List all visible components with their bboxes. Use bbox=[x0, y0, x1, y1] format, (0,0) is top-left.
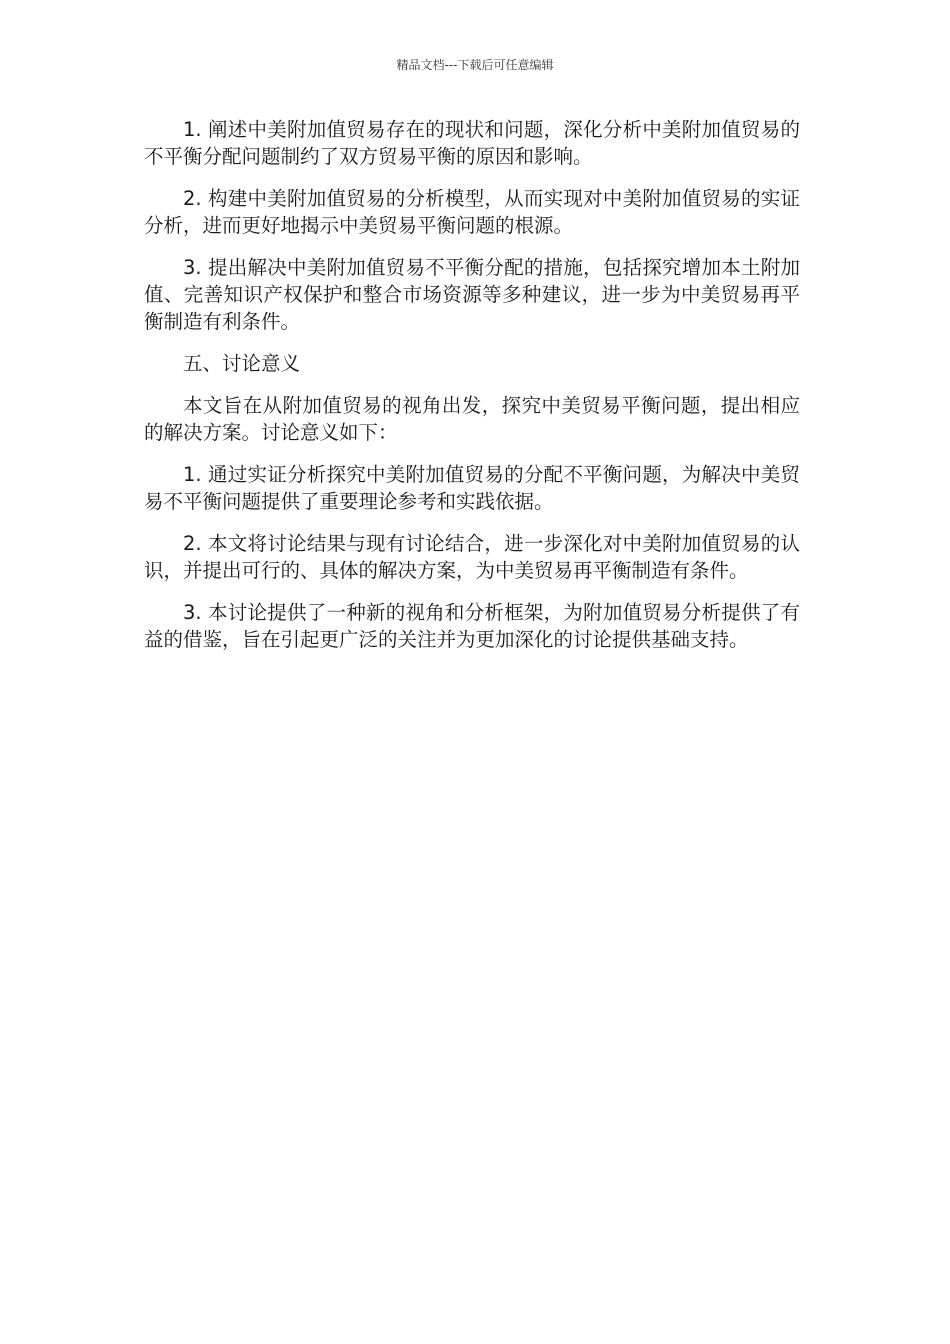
page-header: 精品文档---下载后可任意编辑 bbox=[396, 58, 554, 72]
paragraph-objective-2: 2. 构建中美附加值贸易的分析模型，从而实现对中美附加值贸易的实证分析，进而更好地揭示中美贸易平衡问题的根源。 bbox=[144, 187, 800, 237]
paragraph-significance-3: 3. 本讨论提供了一种新的视角和分析框架，为附加值贸易分析提供了有益的借鉴，旨在引起更广泛的关注并为更加深化的讨论提供基础支持。 bbox=[144, 601, 800, 651]
document-body bbox=[144, 116, 800, 668]
paragraph-objective-3: 3. 提出解决中美附加值贸易不平衡分配的措施，包括探究增加本土附加值、完善知识产权保护和整合市场资源等多种建议，进一步为中美贸易再平衡制造有利条件。 bbox=[144, 256, 800, 333]
paragraph-significance-intro: 本文旨在从附加值贸易的视角出发，探究中美贸易平衡问题，提出相应的解决方案。讨论意义如下： bbox=[144, 394, 800, 444]
paragraph-significance-1: 1. 通过实证分析探究中美附加值贸易的分配不平衡问题，为解决中美贸易不平衡问题提供了重要理论参考和实践依据。 bbox=[144, 463, 800, 513]
paragraph-objective-1: 1. 阐述中美附加值贸易存在的现状和问题，深化分析中美附加值贸易的不平衡分配问题制约了双方贸易平衡的原因和影响。 bbox=[144, 118, 800, 168]
paragraph-significance-2: 2. 本文将讨论结果与现有讨论结合，进一步深化对中美附加值贸易的认识，并提出可行的、具体的解决方案，为中美贸易再平衡制造有条件。 bbox=[144, 532, 800, 582]
section-heading-significance: 五、讨论意义 bbox=[183, 352, 301, 375]
